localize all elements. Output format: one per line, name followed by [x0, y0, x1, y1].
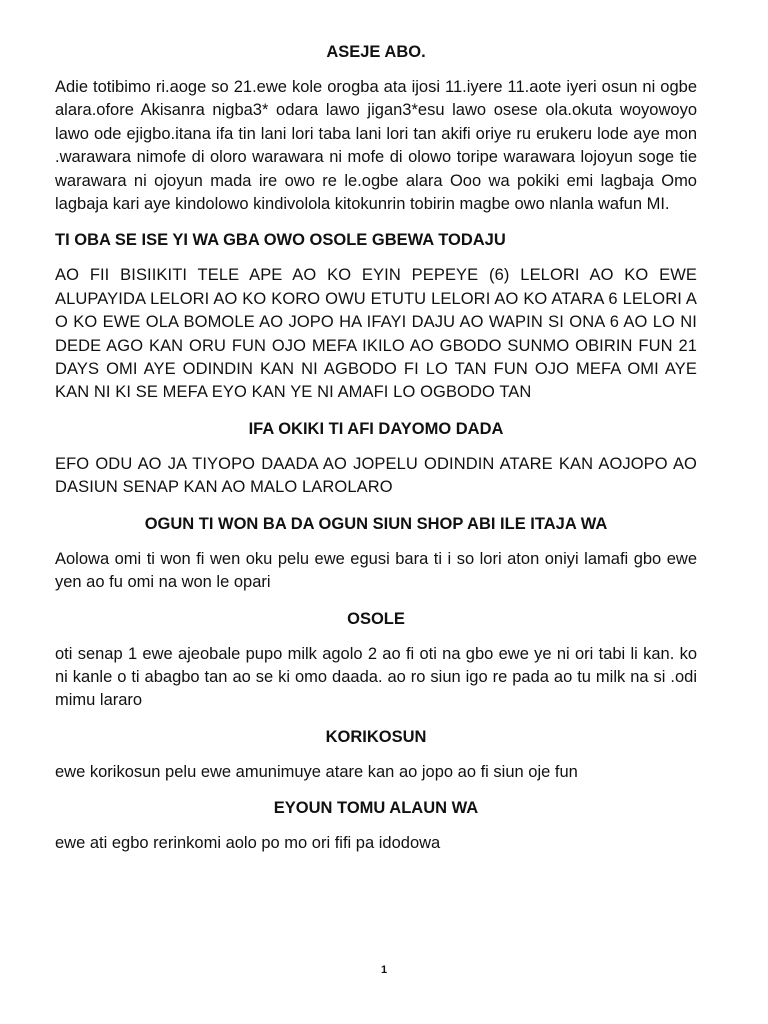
- section-heading-korikosun: KORIKOSUN: [325, 727, 427, 746]
- document-content: [55, 40, 697, 868]
- section-heading-ogun-shop: OGUN TI WON BA DA OGUN SIUN SHOP ABI ILE ITAJA WA: [144, 514, 608, 533]
- section-body-korikosun: ewe korikosun pelu ewe amunimuye atare kan ao jopo ao fi siun oje fun: [55, 762, 578, 781]
- section-heading-aseje-abo: ASEJE ABO.: [326, 43, 426, 61]
- section-heading-ifa-okiki: IFA OKIKI TI AFI DAYOMO DADA: [248, 419, 504, 438]
- section-heading-osole: OSOLE: [347, 609, 405, 628]
- section-body-ifa-okiki: EFO ODU AO JA TIYOPO DAADA AO JOPELU ODINDIN ATARE KAN AOJOPO AO DASIUN SENAP KAN AO MALO LAROLARO: [55, 454, 697, 497]
- section-heading-osole-gbewa: TI OBA SE ISE YI WA GBA OWO OSOLE GBEWA TODAJU: [55, 231, 506, 250]
- section-heading-eyoun-tomu: EYOUN TOMU ALAUN WA: [273, 799, 479, 818]
- section-body-osole: oti senap 1 ewe ajeobale pupo milk agolo 2 ao fi oti na gbo ewe ye ni ori tabi li kan. ko ni kanle o ti abagbo tan ao se ki omo daada. ao ro siun igo re pada ao tu milk na si .odi mimu lararo: [55, 644, 697, 710]
- page-number: 1: [380, 964, 388, 976]
- section-body-ogun-shop: Aolowa omi ti won fi wen oku pelu ewe egusi bara ti i so lori aton oniyi lamafi gbo ewe yen ao fu omi na won le opari: [55, 549, 697, 592]
- section-body-osole-gbewa: AO FII BISIIKITI TELE APE AO KO EYIN PEPEYE (6) LELORI AO KO EWE ALUPAYIDA LELORI AO KO KORO OWU ETUTU LELORI AO KO ATARA 6 LELORI A O KO EWE OLA BOMOLE AO JOPO HA IFAYI DAJU AO WAPIN SI ONA 6 AO LO NI DEDE AGO KAN ORU FUN OJO MEFA IKILO AO GBODO SUNMO OBIRIN FUN 21 DAYS OMI AYE ODINDIN KAN NI AGBODO FI LO TAN FUN OJO MEFA OMI AYE KAN NI KI SE MEFA EYO KAN YE NI AMAFI LO OGBODO TAN: [55, 266, 697, 402]
- section-body-aseje-abo: Adie totibimo ri.aoge so 21.ewe kole orogba ata ijosi 11.iyere 11.aote iyeri osun ni ogbe alara.ofore Akisanra nigba3* odara lawo jigan3*esu lawo osese ola.okuta woyowoyo lawo ode ejigbo.itana ifa tin lani lori taba lani lori tan akifi oriye ru erukeru lode aye mon .warawara nimofe di oloro warawara ni mofe di olowo toripe warawara lojoyun soge tie warawara ni ojoyun mada ire owo re le.ogbe alara Ooo wa pokiki emi lagbaja Omo lagbaja kari aye kindolowo kindivolola kitokunrin tobirin magbe owo nlanla wafun MI.: [55, 78, 697, 214]
- section-body-eyoun-tomu: ewe ati egbo rerinkomi aolo po mo ori fifi pa idodowa: [55, 834, 441, 853]
